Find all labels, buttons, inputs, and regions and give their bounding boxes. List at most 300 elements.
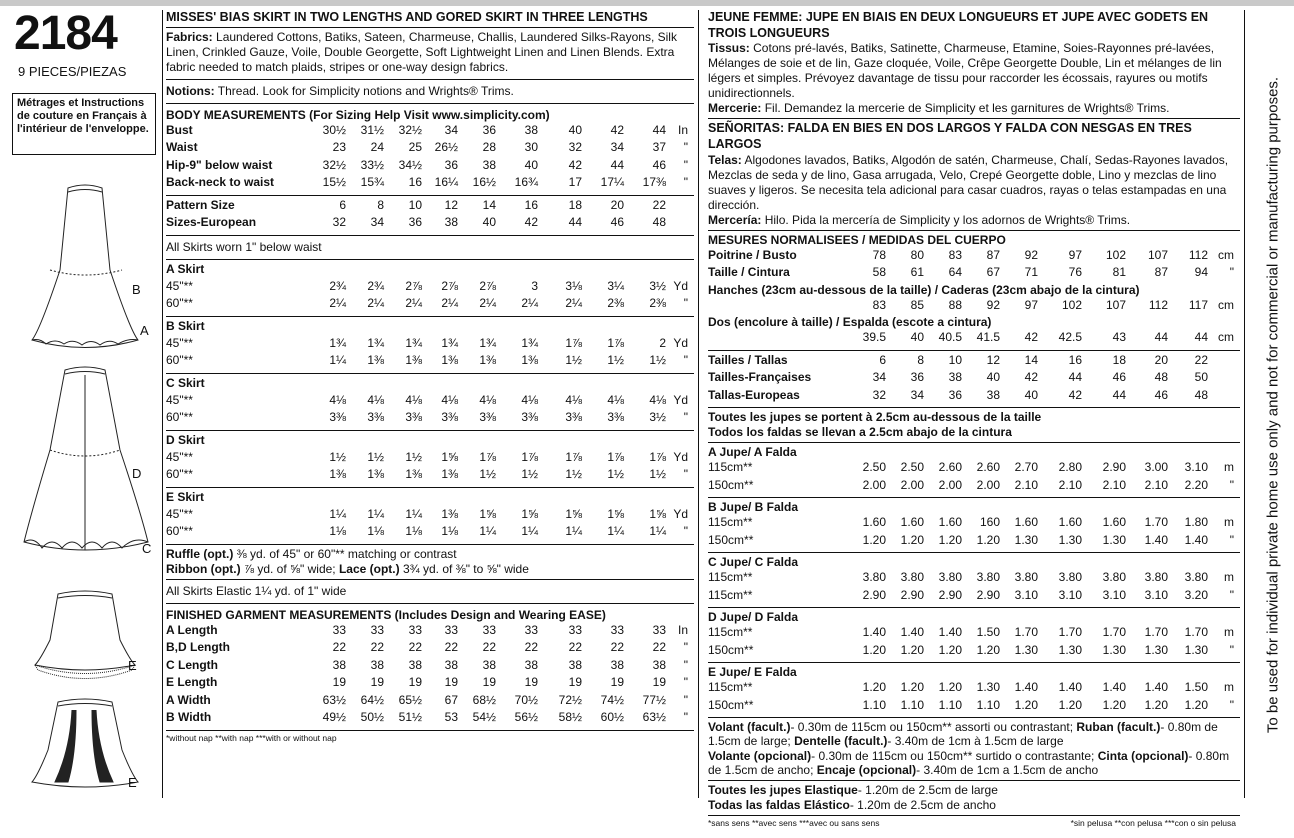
body-measure-row xyxy=(166,140,694,158)
unit-cell: " xyxy=(683,692,688,707)
usage-side-note: To be used for individual private home use only and not for commercial or manufacturing purposes. xyxy=(1264,76,1282,734)
table-cell: 1.30 xyxy=(1058,642,1082,657)
row-label: 150cm** xyxy=(708,477,754,492)
table-cell: 1.30 xyxy=(976,680,1000,694)
metric-yardage-row xyxy=(708,533,1240,551)
metric-bust-row xyxy=(708,248,1240,266)
table-cell: 107 xyxy=(1147,247,1168,262)
table-cell: 64 xyxy=(948,265,962,279)
table-cell: 3.10 xyxy=(1102,587,1126,602)
pattern-sizes-table xyxy=(166,198,694,233)
unit-cell: " xyxy=(683,657,688,672)
row-label: 60"** xyxy=(166,296,193,311)
row-label: 60"** xyxy=(166,467,193,482)
table-cell: 1⅝ xyxy=(521,506,538,521)
table-cell: 26½ xyxy=(434,140,458,155)
table-cell: 22 xyxy=(332,640,346,655)
table-cell: 67 xyxy=(986,265,1000,279)
table-cell: 2.90 xyxy=(976,587,1000,602)
table-cell: 1⅞ xyxy=(521,449,538,464)
table-cell: 87 xyxy=(986,247,1000,262)
table-cell: 1.20 xyxy=(1058,697,1082,712)
yardage-row xyxy=(166,450,694,468)
ribbon-lace-note: Ribbon (opt.) ⅞ yd. of ⅝" wide; Lace (opt.) 3¾ yd. of ⅜" to ⅝" wide xyxy=(166,561,529,576)
table-cell: 1.20 xyxy=(938,642,962,657)
table-cell: 37 xyxy=(652,140,666,155)
table-cell: 53 xyxy=(444,710,458,725)
table-cell: 38 xyxy=(524,122,538,137)
table-cell: 3⅜ xyxy=(441,410,458,425)
table-cell: 10 xyxy=(948,352,962,367)
table-cell: 83 xyxy=(872,297,886,312)
skirt-view-title: A Skirt xyxy=(166,261,205,276)
table-cell: 34 xyxy=(444,122,458,137)
table-cell: 16¾ xyxy=(514,175,538,190)
row-label: Tallas-Europeas xyxy=(708,387,800,402)
table-cell: 1.20 xyxy=(976,532,1000,547)
table-cell: 1½ xyxy=(405,449,422,464)
metric-skirt-title: C Jupe/ C Falda xyxy=(708,555,799,569)
table-cell: 2.60 xyxy=(938,460,962,474)
table-cell: 1⅜ xyxy=(441,353,458,368)
metric-sizes-table xyxy=(708,353,1240,406)
table-cell: 1.20 xyxy=(1144,697,1168,712)
table-cell: 36 xyxy=(408,215,422,230)
table-cell: 3.00 xyxy=(1144,460,1168,474)
unit-cell: " xyxy=(1229,477,1234,492)
table-cell: 1.60 xyxy=(1102,515,1126,529)
top-bar xyxy=(0,0,1294,6)
table-cell: 102 xyxy=(1105,247,1126,262)
table-cell: 1½ xyxy=(479,467,496,482)
table-cell: 83 xyxy=(948,247,962,262)
table-cell: 102 xyxy=(1061,297,1082,312)
table-cell: 44 xyxy=(652,122,666,137)
table-cell: 4⅛ xyxy=(521,392,538,407)
table-cell: 4⅛ xyxy=(405,392,422,407)
table-cell: 22 xyxy=(1194,352,1208,367)
finished-row xyxy=(166,640,694,658)
table-cell: 15¾ xyxy=(360,175,384,190)
table-cell: 81 xyxy=(1112,265,1126,279)
table-cell: 1.20 xyxy=(862,680,886,694)
table-cell: 3.80 xyxy=(1102,570,1126,584)
table-cell: 28 xyxy=(482,140,496,155)
table-cell: 44 xyxy=(1154,330,1168,344)
table-cell: 16½ xyxy=(472,175,496,190)
table-cell: 46 xyxy=(652,157,666,172)
table-cell: 1½ xyxy=(329,449,346,464)
table-cell: 30 xyxy=(524,140,538,155)
table-cell: 22 xyxy=(444,640,458,655)
finished-row xyxy=(166,693,694,711)
yardage-row xyxy=(166,279,694,297)
table-cell: 18 xyxy=(568,197,582,212)
volant-note: Volant (facult.)- 0.30m de 115cm ou 150cm** assorti ou contrastant; Ruban (facult.)- 0.80m de 1.5cm de large; Dentelle (facult.)- 3.40m de 1cm à 1.5cm de large xyxy=(708,720,1218,749)
table-cell: 58 xyxy=(872,265,886,279)
unit-cell: Yd xyxy=(673,392,688,407)
table-cell: 22 xyxy=(482,640,496,655)
divider-left xyxy=(162,10,163,798)
skirts-worn-note: All Skirts worn 1" below waist xyxy=(166,239,322,254)
table-cell: 49½ xyxy=(322,710,346,725)
table-cell: 22 xyxy=(370,640,384,655)
table-cell: 40 xyxy=(1024,387,1038,402)
row-label: 60"** xyxy=(166,524,193,539)
table-cell: 3.10 xyxy=(1184,460,1208,474)
worn-note-es: Todos los faldas se llevan a 2.5cm abajo de la cintura xyxy=(708,425,1012,439)
table-cell: 40.5 xyxy=(938,330,962,344)
table-cell: 32 xyxy=(872,387,886,402)
table-cell: 42 xyxy=(524,215,538,230)
table-cell: 1¾ xyxy=(521,335,538,350)
table-cell: 1.70 xyxy=(1058,625,1082,639)
metric-yardage-row xyxy=(708,588,1240,606)
table-cell: 1⅝ xyxy=(441,449,458,464)
skirt-view-title: E Skirt xyxy=(166,489,205,504)
table-cell: 38 xyxy=(408,657,422,672)
table-cell: 1.20 xyxy=(900,532,924,547)
body-measurements-table xyxy=(166,123,694,193)
table-cell: 44 xyxy=(1112,387,1126,402)
table-cell: 17¼ xyxy=(600,175,624,190)
table-cell: 3⅜ xyxy=(329,410,346,425)
table-cell: 1.40 xyxy=(1184,532,1208,547)
divider-middle xyxy=(698,10,699,798)
french-notions: Mercerie: Fil. Demandez la mercerie de Simplicity et les garnitures de Wrights® Trims. xyxy=(708,101,1170,116)
unit-cell: " xyxy=(683,157,688,172)
yardage-row xyxy=(166,296,694,314)
table-cell: 4⅛ xyxy=(565,392,582,407)
skirt-drawings xyxy=(10,170,160,800)
table-cell: 63½ xyxy=(322,692,346,707)
table-cell: 112 xyxy=(1148,297,1168,312)
table-cell: 3.80 xyxy=(862,570,886,584)
metric-hip-label: Hanches (23cm au-dessous de la taille) / Caderas (23cm abajo de la cintura) xyxy=(708,282,1140,297)
volante-note: Volante (opcional)- 0.30m de 115cm ou 150cm** surtido o contrastante; Cinta (opcional)- 0.80m de 1.5cm de ancho; Encaje (opcional)- 3.40m de 1cm a 1.5cm de ancho xyxy=(708,748,1230,778)
view-letter-e2: E xyxy=(128,775,137,790)
table-cell: 48 xyxy=(1194,387,1208,402)
table-cell: 32 xyxy=(332,215,346,230)
table-cell: 10 xyxy=(408,197,422,212)
spanish-fabrics: Telas: Algodones lavados, Batiks, Algodón de satén, Charmeuse, Chalí, Sedas-Rayones lavados, Mezclas de seda y de lino, Gasa arrugada, Velo, Crepé Georgette doble, Lino y mezclas de lino suaves y ligeros. Se necesita tela adicional para casar cuadros, rayas o telas estampadas en una dirección. xyxy=(708,152,1229,212)
view-letter-a: A xyxy=(140,323,149,338)
table-cell: 71 xyxy=(1024,265,1038,279)
table-cell: 3.80 xyxy=(1144,570,1168,584)
table-cell: 44 xyxy=(610,157,624,172)
metric-yardage-row xyxy=(708,570,1240,588)
table-cell: 2⅜ xyxy=(649,296,666,311)
table-cell: 1.60 xyxy=(1058,515,1082,529)
table-cell: 2¼ xyxy=(441,296,458,311)
table-cell: 38 xyxy=(568,657,582,672)
table-cell: 112 xyxy=(1188,247,1208,262)
row-label: Waist xyxy=(166,140,198,155)
table-cell: 3.10 xyxy=(1014,587,1038,602)
table-cell: 38 xyxy=(524,657,538,672)
table-cell: 3.10 xyxy=(1058,587,1082,602)
table-cell: 1.10 xyxy=(862,697,886,712)
table-cell: 42 xyxy=(1024,370,1038,384)
table-cell: 1.20 xyxy=(938,680,962,694)
skirt-view-title: D Skirt xyxy=(166,432,205,447)
table-cell: 46 xyxy=(1112,370,1126,384)
table-cell: 4⅛ xyxy=(441,392,458,407)
table-cell: 38 xyxy=(986,387,1000,402)
table-cell: 70½ xyxy=(514,692,538,707)
table-cell: 68½ xyxy=(472,692,496,707)
row-label: Hip-9" below waist xyxy=(166,157,273,172)
table-cell: 80 xyxy=(910,247,924,262)
table-cell: 1¼ xyxy=(367,506,384,521)
table-cell: 1.60 xyxy=(900,515,924,529)
unit-cell: " xyxy=(1229,532,1234,547)
table-cell: 1.70 xyxy=(1144,515,1168,529)
table-cell: 2.60 xyxy=(976,460,1000,474)
elastic-note: All Skirts Elastic 1¼ yd. of 1" wide xyxy=(166,583,347,598)
unit-cell: cm xyxy=(1218,297,1234,312)
table-cell: 40 xyxy=(568,122,582,137)
unit-cell: Yd xyxy=(673,506,688,521)
table-cell: 40 xyxy=(986,370,1000,384)
table-cell: 1.70 xyxy=(1014,625,1038,639)
table-cell: 19 xyxy=(370,675,384,690)
table-cell: 1⅛ xyxy=(441,524,458,539)
table-cell: 1.60 xyxy=(1014,515,1038,529)
unit-cell: " xyxy=(683,140,688,155)
table-cell: 19 xyxy=(524,675,538,690)
table-cell: 34 xyxy=(910,387,924,402)
table-cell: 12 xyxy=(444,197,458,212)
row-label: 115cm** xyxy=(708,680,753,694)
english-footnote: *without nap **with nap ***with or without nap xyxy=(166,732,337,743)
table-cell: 64½ xyxy=(360,692,384,707)
table-cell: 1½ xyxy=(367,449,384,464)
table-cell: 32½ xyxy=(398,122,422,137)
table-cell: 2¼ xyxy=(329,296,346,311)
table-cell: 1⅜ xyxy=(405,353,422,368)
metric-waist-row xyxy=(708,265,1240,283)
metric-skirt-title: A Jupe/ A Falda xyxy=(708,445,797,459)
table-cell: 1.60 xyxy=(938,515,962,529)
table-cell: 1½ xyxy=(521,467,538,482)
table-cell: 25 xyxy=(408,140,422,155)
table-cell: 2.00 xyxy=(900,477,924,492)
metric-measures-title: MESURES NORMALISEES / MEDIDAS DEL CUERPO xyxy=(708,232,1006,247)
table-cell: 42 xyxy=(1068,387,1082,402)
unit-cell: m xyxy=(1224,625,1234,639)
metric-size-row xyxy=(708,388,1240,406)
table-cell: 22 xyxy=(610,640,624,655)
table-cell: 22 xyxy=(408,640,422,655)
table-cell: 1.20 xyxy=(900,680,924,694)
table-cell: 33 xyxy=(524,622,538,637)
table-cell: 12 xyxy=(986,352,1000,367)
view-letter-d: D xyxy=(132,466,142,481)
metric-size-row xyxy=(708,353,1240,371)
spanish-notions: Mercería: Hilo. Pida la mercería de Simplicity y los adornos de Wrights® Trims. xyxy=(708,212,1131,227)
table-cell: 2.90 xyxy=(938,587,962,602)
row-label: B,D Length xyxy=(166,640,230,655)
table-cell: 117 xyxy=(1188,297,1208,312)
english-column xyxy=(166,10,694,743)
table-cell: 1.20 xyxy=(1102,697,1126,712)
table-cell: 33½ xyxy=(360,157,384,172)
table-cell: 3.20 xyxy=(1184,587,1208,602)
table-cell: 19 xyxy=(408,675,422,690)
table-cell: 2¼ xyxy=(565,296,582,311)
size-row xyxy=(166,198,694,216)
table-cell: 3.80 xyxy=(1014,570,1038,584)
table-cell: 36 xyxy=(910,370,924,384)
pieces-count: 9 PIECES/PIEZAS xyxy=(18,64,127,79)
unit-cell: " xyxy=(683,353,688,368)
table-cell: 3⅜ xyxy=(405,410,422,425)
table-cell: 2.00 xyxy=(976,477,1000,492)
table-cell: 1⅞ xyxy=(565,449,582,464)
table-cell: 40 xyxy=(482,215,496,230)
table-cell: 17 xyxy=(568,175,582,190)
table-cell: 3 xyxy=(531,278,538,293)
table-cell: 48 xyxy=(1154,370,1168,384)
table-cell: 16 xyxy=(1068,352,1082,367)
table-cell: 87 xyxy=(1154,265,1168,279)
table-cell: 1.60 xyxy=(862,515,886,529)
table-cell: 1.40 xyxy=(1058,680,1082,694)
unit-cell: " xyxy=(683,640,688,655)
table-cell: 14 xyxy=(482,197,496,212)
table-cell: 1.30 xyxy=(1144,642,1168,657)
skirt-illustrations xyxy=(10,170,160,800)
table-cell: 3⅜ xyxy=(521,410,538,425)
table-cell: 76 xyxy=(1068,265,1082,279)
table-cell: 3⅜ xyxy=(367,410,384,425)
table-cell: 1⅞ xyxy=(607,335,624,350)
metric-skirt-title: E Jupe/ E Falda xyxy=(708,665,797,679)
table-cell: 38 xyxy=(948,370,962,384)
table-cell: 94 xyxy=(1194,265,1208,279)
table-cell: 1.20 xyxy=(938,532,962,547)
table-cell: 65½ xyxy=(398,692,422,707)
table-cell: 1¼ xyxy=(607,524,624,539)
table-cell: 3⅜ xyxy=(607,410,624,425)
metric-skirt-title: D Jupe/ D Falda xyxy=(708,610,799,624)
table-cell: 19 xyxy=(482,675,496,690)
table-cell: 18 xyxy=(1112,352,1126,367)
elastic-fr-note: Toutes les jupes Elastique- 1.20m de 2.5cm de large xyxy=(708,782,998,797)
body-measure-row xyxy=(166,123,694,141)
table-cell: 2.70 xyxy=(1014,460,1038,474)
french-spanish-column xyxy=(708,10,1240,830)
row-label: 150cm** xyxy=(708,642,754,657)
table-cell: 1⅞ xyxy=(479,449,496,464)
table-cell: 54½ xyxy=(472,710,496,725)
table-cell: 38 xyxy=(482,657,496,672)
finished-row xyxy=(166,623,694,641)
table-cell: 46 xyxy=(610,215,624,230)
finished-row xyxy=(166,710,694,728)
table-cell: 2¼ xyxy=(521,296,538,311)
table-cell: 31½ xyxy=(360,122,384,137)
table-cell: 3.10 xyxy=(1144,587,1168,602)
table-cell: 34½ xyxy=(398,157,422,172)
skirt-view-title: B Skirt xyxy=(166,318,205,333)
table-cell: 1⅜ xyxy=(521,353,538,368)
table-cell: 38 xyxy=(370,657,384,672)
table-cell: 1¼ xyxy=(565,524,582,539)
metric-yardage-row xyxy=(708,680,1240,698)
table-cell: 2.10 xyxy=(1058,477,1082,492)
table-cell: 1.70 xyxy=(1144,625,1168,639)
table-cell: 92 xyxy=(1024,247,1038,262)
table-cell: 77½ xyxy=(642,692,666,707)
metric-footnotes: *sans sens **avec sens ***avec ou sans sens *sin pelusa **con pelusa ***con o sin pelusa xyxy=(708,817,1236,828)
table-cell: 1.30 xyxy=(1102,532,1126,547)
table-cell: 1⅜ xyxy=(479,353,496,368)
unit-cell: Yd xyxy=(673,278,688,293)
table-cell: 1.10 xyxy=(900,697,924,712)
ruffle-note: Ruffle (opt.) ⅜ yd. of 45" or 60"** matching or contrast xyxy=(166,546,457,561)
unit-cell: In xyxy=(677,622,688,637)
table-cell: 19 xyxy=(652,675,666,690)
table-cell: 1¾ xyxy=(479,335,496,350)
table-cell: 58½ xyxy=(558,710,582,725)
table-cell: 1.80 xyxy=(1184,515,1208,529)
table-cell: 42 xyxy=(1024,330,1038,344)
row-label: 115cm** xyxy=(708,460,753,474)
table-cell: 2⅜ xyxy=(607,296,624,311)
table-cell: 19 xyxy=(610,675,624,690)
table-cell: 1⅛ xyxy=(367,524,384,539)
table-cell: 92 xyxy=(986,297,1000,312)
table-cell: 38 xyxy=(444,657,458,672)
table-cell: 1.70 xyxy=(1184,625,1208,639)
table-cell: 2¼ xyxy=(367,296,384,311)
unit-cell: In xyxy=(677,122,688,137)
table-cell: 33 xyxy=(568,622,582,637)
table-cell: 2.10 xyxy=(1014,477,1038,492)
metric-yardage-row xyxy=(708,643,1240,661)
row-label: 115cm** xyxy=(708,625,753,639)
table-cell: 1¾ xyxy=(367,335,384,350)
english-notions: Notions: Thread. Look for Simplicity notions and Wrights® Trims. xyxy=(166,83,514,98)
table-cell: 1.40 xyxy=(900,625,924,639)
unit-cell: " xyxy=(683,296,688,311)
row-label: 60"** xyxy=(166,410,193,425)
table-cell: 3½ xyxy=(649,410,666,425)
table-cell: 19 xyxy=(444,675,458,690)
table-cell: 33 xyxy=(610,622,624,637)
table-cell: 44 xyxy=(1194,330,1208,344)
unit-cell: m xyxy=(1224,515,1234,529)
row-label: Back-neck to waist xyxy=(166,175,275,190)
table-cell: 46 xyxy=(1154,387,1168,402)
table-cell: 2¾ xyxy=(367,278,384,293)
table-cell: 1⅜ xyxy=(329,467,346,482)
table-cell: 1⅛ xyxy=(405,524,422,539)
table-cell: 1¼ xyxy=(329,353,346,368)
table-cell: 22 xyxy=(652,197,666,212)
row-label: 45"** xyxy=(166,335,193,350)
table-cell: 23 xyxy=(332,140,346,155)
table-cell: 19 xyxy=(332,675,346,690)
row-label: E Length xyxy=(166,675,218,690)
table-cell: 3.80 xyxy=(900,570,924,584)
table-cell: 36 xyxy=(948,387,962,402)
table-cell: 1.70 xyxy=(1102,625,1126,639)
metric-skirt-title: B Jupe/ B Falda xyxy=(708,500,799,514)
table-cell: 6 xyxy=(339,197,346,212)
